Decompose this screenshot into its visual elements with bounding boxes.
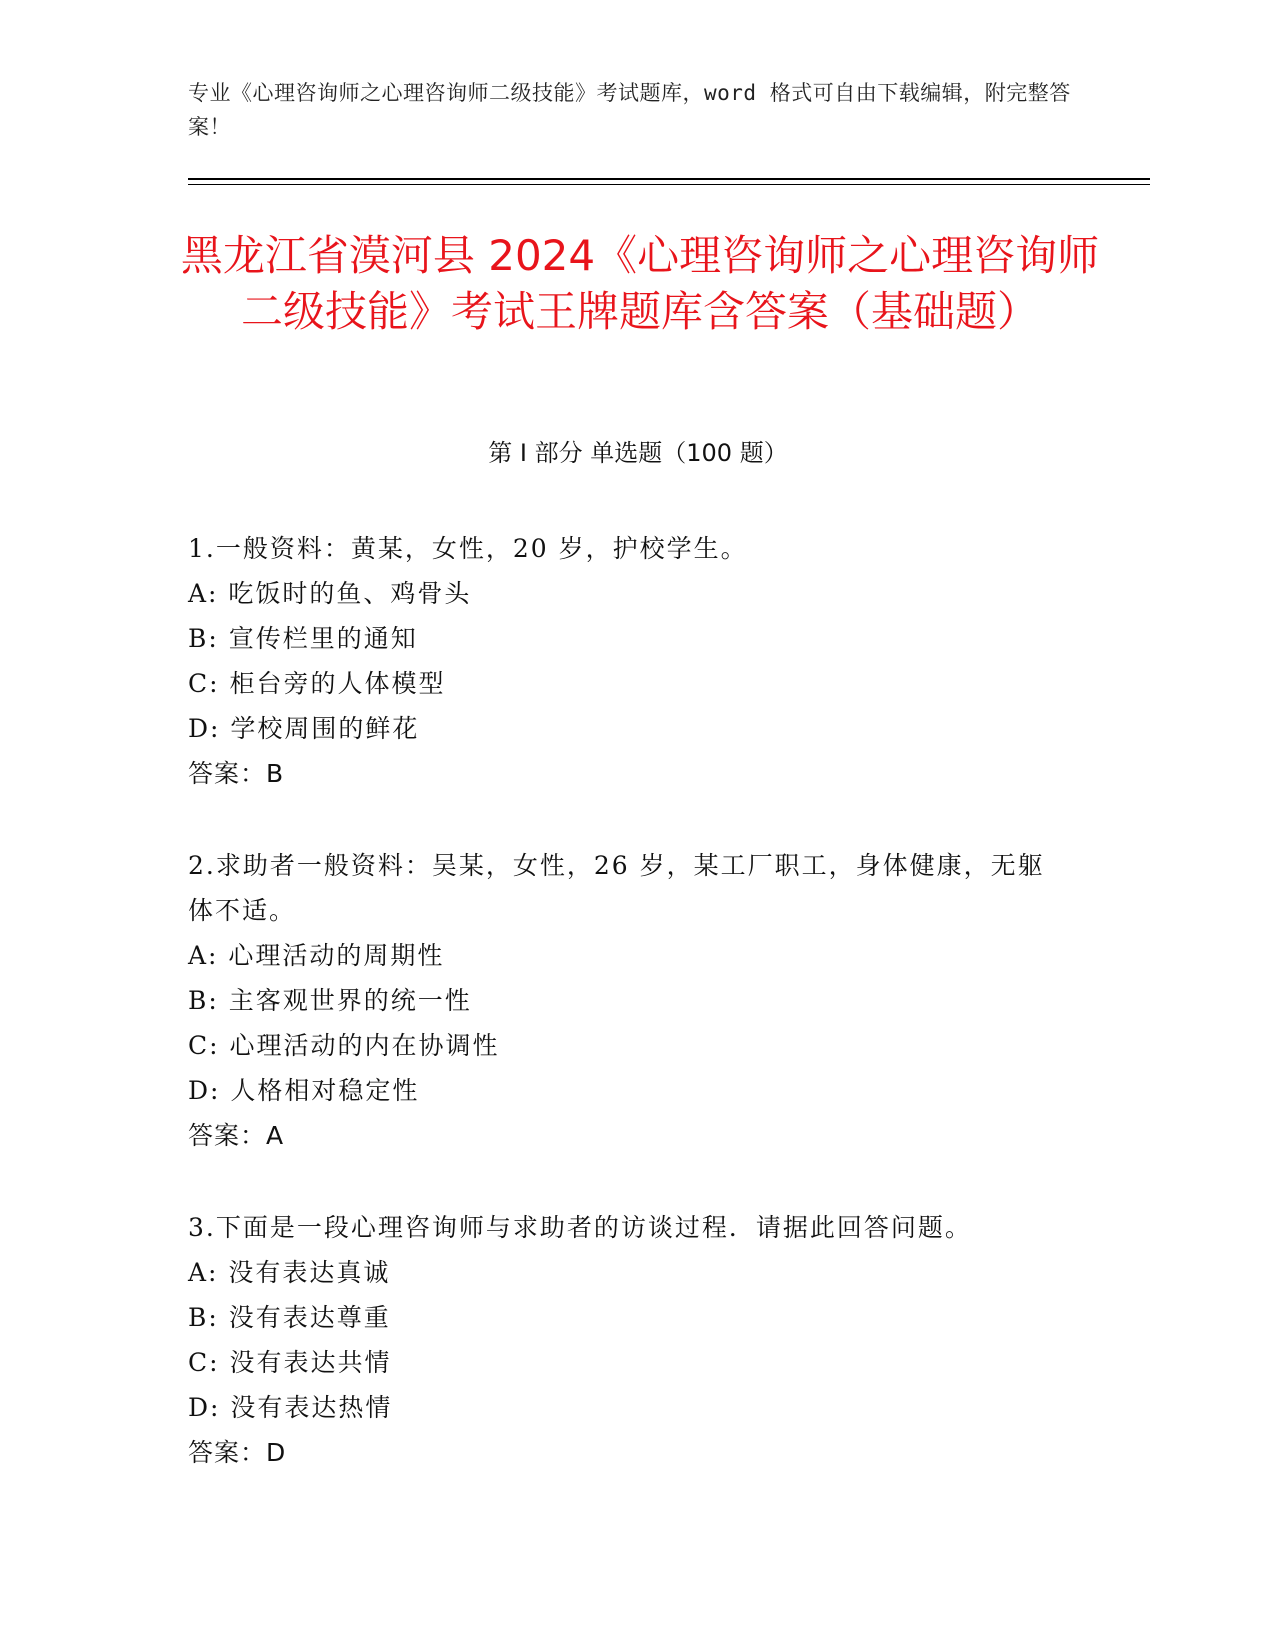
header-note: 专业《心理咨询师之心理咨询师二级技能》考试题库，word 格式可自由下载编辑，附完整答案！	[188, 81, 1071, 139]
option-c: C: 心理活动的内在协调性	[188, 1031, 500, 1060]
option-a: A: 心理活动的周期性	[188, 941, 445, 970]
option-c: C: 没有表达共情	[188, 1348, 392, 1377]
question-2	[188, 843, 1068, 1158]
answer: 答案：D	[188, 1438, 287, 1467]
option-b: B: 没有表达尊重	[188, 1303, 391, 1332]
header-rule-thick	[188, 178, 1150, 180]
option-d: D: 没有表达热情	[188, 1393, 393, 1422]
option-d: D: 人格相对稳定性	[188, 1076, 420, 1105]
option-d: D: 学校周围的鲜花	[188, 714, 420, 743]
answer: 答案：A	[188, 1121, 285, 1150]
question-3	[188, 1205, 1068, 1475]
question-1	[188, 526, 1068, 796]
question-stem: 3.下面是一段心理咨询师与求助者的访谈过程．请据此回答问题。	[188, 1213, 972, 1242]
option-a: A: 吃饭时的鱼、鸡骨头	[188, 579, 472, 608]
answer: 答案：B	[188, 759, 285, 788]
option-b: B: 主客观世界的统一性	[188, 986, 472, 1015]
header-rule-thin	[188, 184, 1150, 185]
option-c: C: 柜台旁的人体模型	[188, 669, 446, 698]
question-stem: 2.求助者一般资料：吴某，女性，26 岁，某工厂职工，身体健康，无躯体不适。	[188, 851, 1045, 925]
question-stem: 1.一般资料：黄某，女性，20 岁，护校学生。	[188, 534, 748, 563]
document-title: 黑龙江省漠河县 2024《心理咨询师之心理咨询师二级技能》考试王牌题库含答案（基础题）	[180, 231, 1100, 336]
section-title: 第 I 部分 单选题（100 题）	[488, 439, 788, 467]
option-b: B: 宣传栏里的通知	[188, 624, 418, 653]
option-a: A: 没有表达真诚	[188, 1258, 391, 1287]
